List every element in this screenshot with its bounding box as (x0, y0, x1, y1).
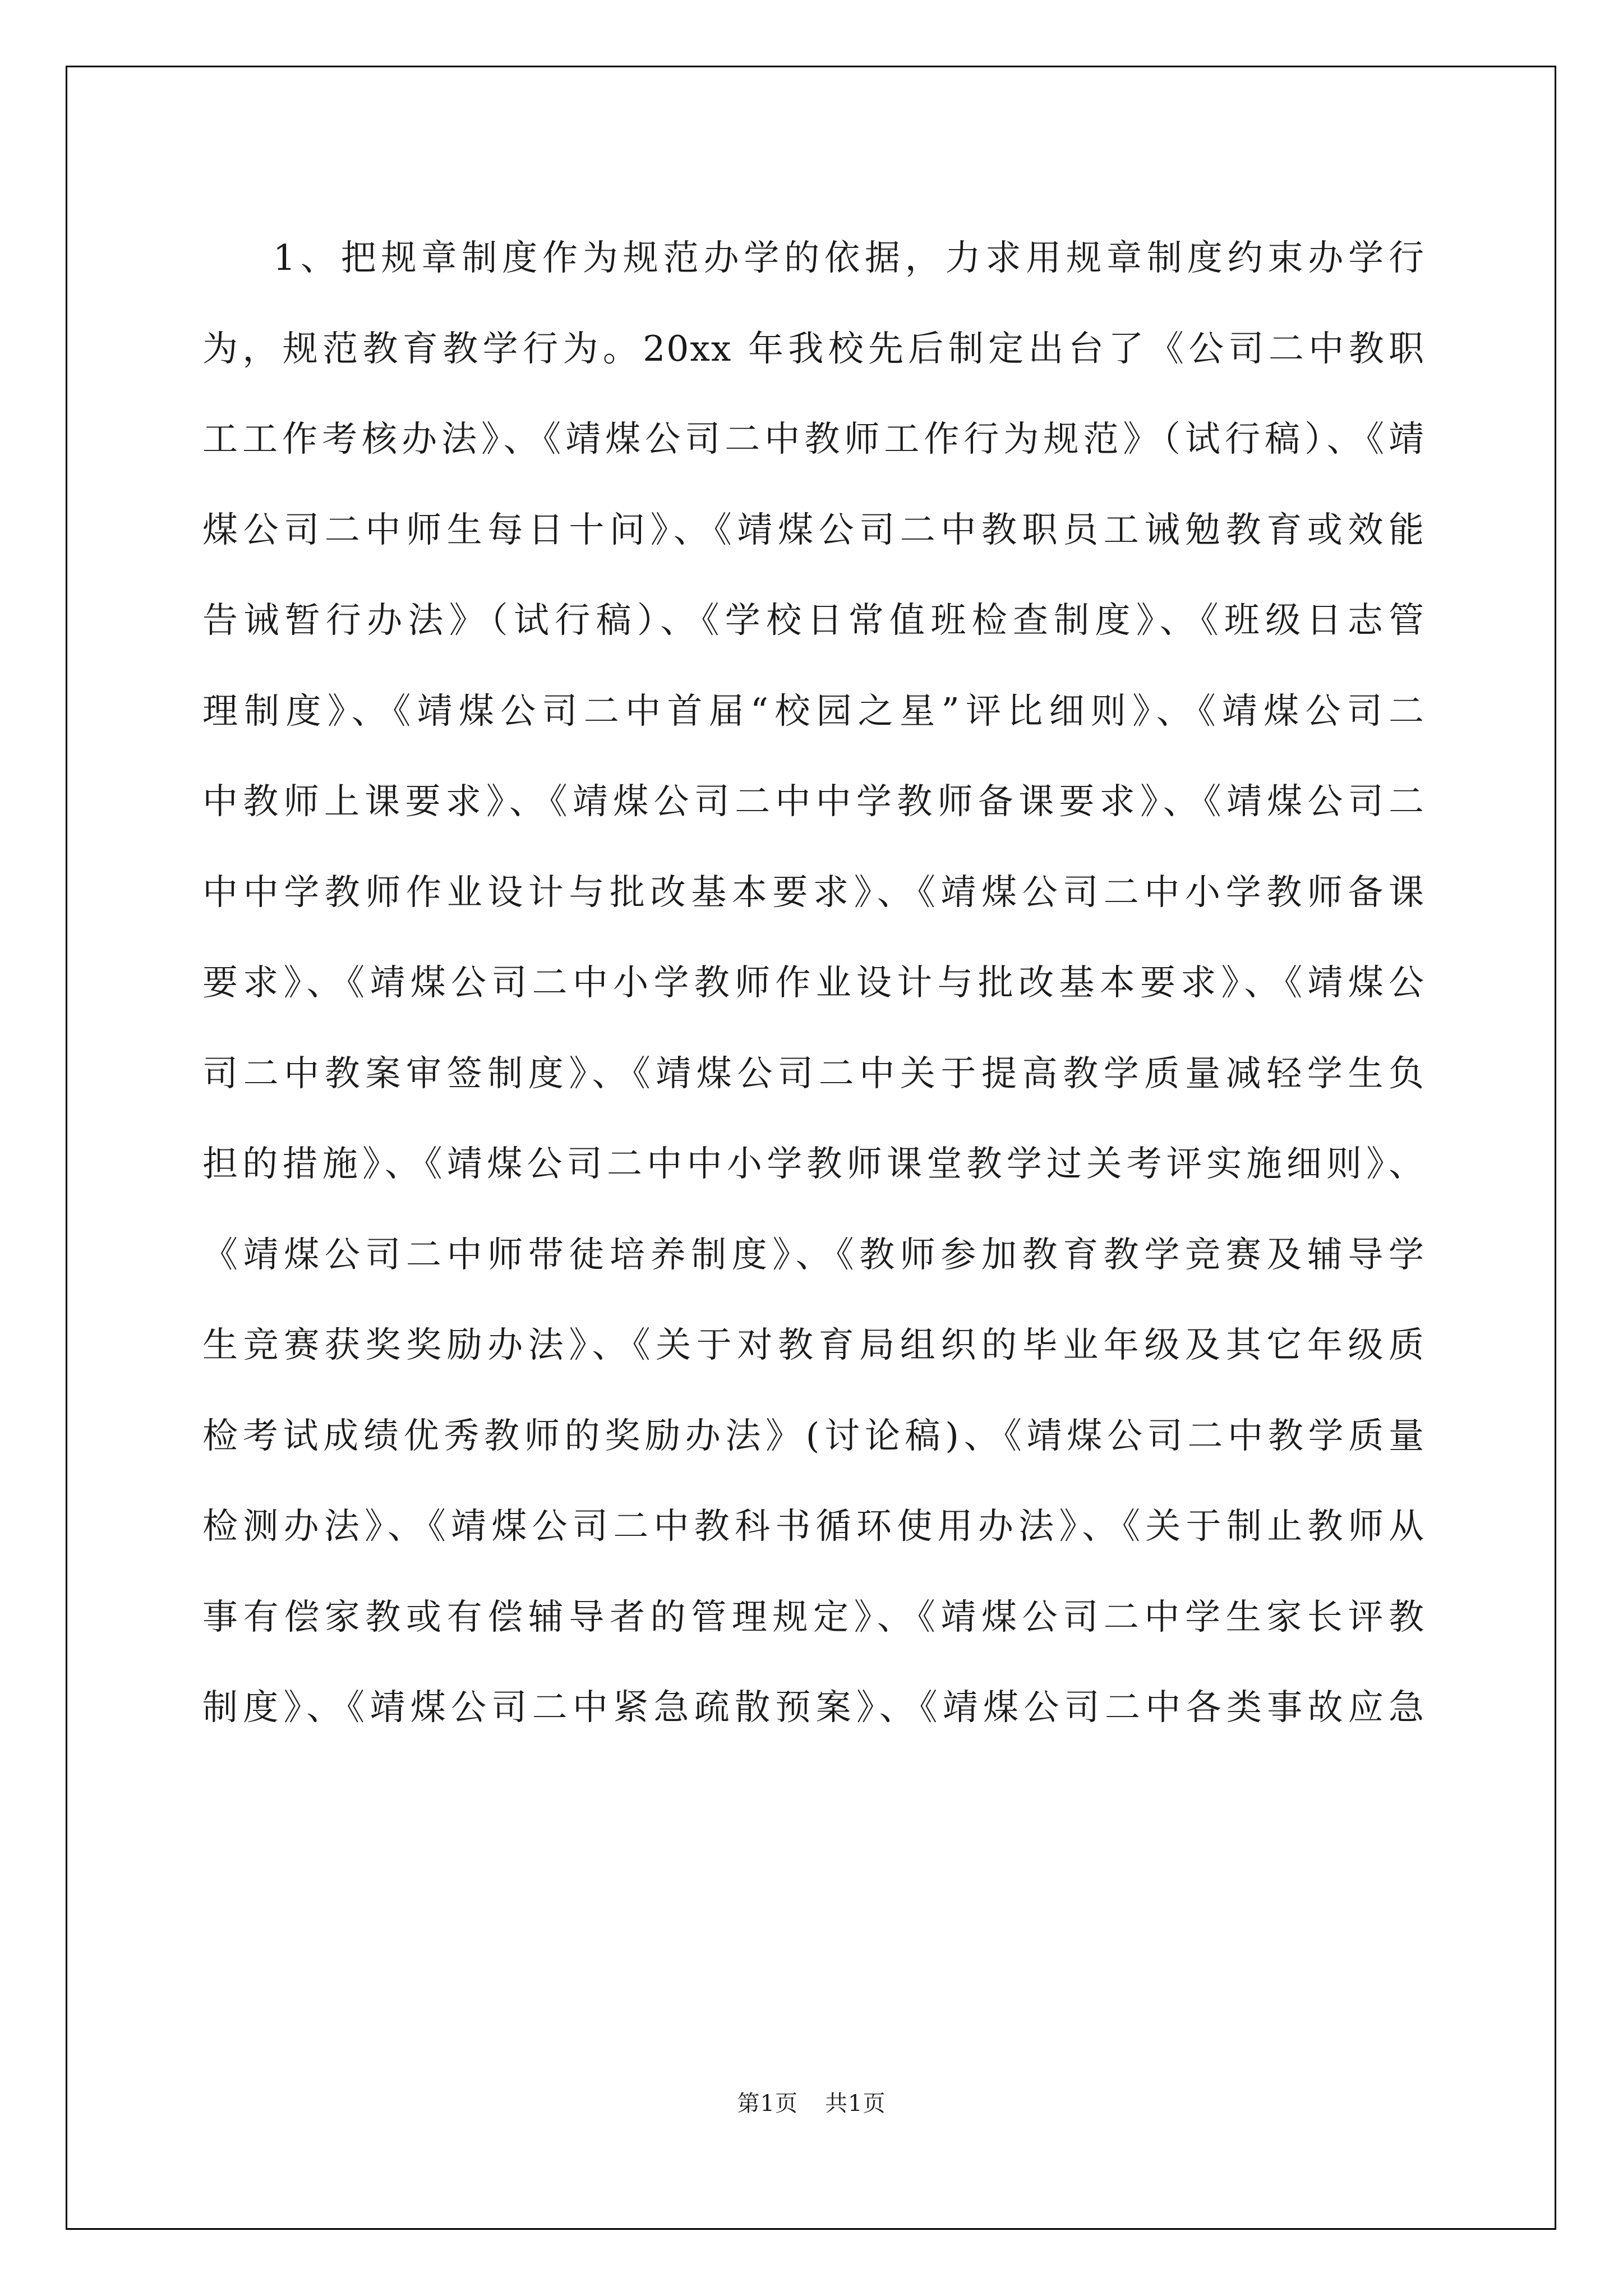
text-line: 煤公司二中师生每日十问》、《靖煤公司二中教职员工诫勉教育或效能 (202, 509, 1425, 550)
page-total: 共1页 (825, 2091, 886, 2116)
text-line: 告诫暂行办法》（试行稿）、《学校日常值班检查制度》、《班级日志管 (202, 600, 1425, 641)
page-footer (0, 2086, 1623, 2118)
text-line: 《靖煤公司二中师带徒培养制度》、《教师参加教育教学竞赛及辅导学 (202, 1234, 1425, 1275)
text-line: 检考试成绩优秀教师的奖励办法》(讨论稿)、《靖煤公司二中教学质量 (202, 1415, 1425, 1456)
text-line: 担的措施》、《靖煤公司二中中小学教师课堂教学过关考评实施细则》、 (202, 1143, 1425, 1184)
text-line: 理制度》、《靖煤公司二中首届“校园之星”评比细则》、《靖煤公司二 (202, 690, 1425, 731)
text-line: 为，规范教育教学行为。20xx 年我校先后制定出台了《公司二中教职 (202, 328, 1425, 369)
document-body (202, 213, 1425, 1753)
text-line: 制度》、《靖煤公司二中紧急疏散预案》、《靖煤公司二中各类事故应急 (202, 1687, 1425, 1728)
text-line: 检测办法》、《靖煤公司二中教科书循环使用办法》、《关于制止教师从 (202, 1506, 1425, 1547)
text-line: 1、把规章制度作为规范办学的依据，力求用规章制度约束办学行 (273, 237, 1425, 278)
text-line: 事有偿家教或有偿辅导者的管理规定》、《靖煤公司二中学生家长评教 (202, 1596, 1425, 1637)
text-line: 生竞赛获奖奖励办法》、《关于对教育局组织的毕业年级及其它年级质 (202, 1324, 1425, 1365)
text-line: 工工作考核办法》、《靖煤公司二中教师工作行为规范》（试行稿）、《靖 (202, 418, 1425, 459)
text-line: 中中学教师作业设计与批改基本要求》、《靖煤公司二中小学教师备课 (202, 871, 1425, 913)
text-line: 要求》、《靖煤公司二中小学教师作业设计与批改基本要求》、《靖煤公 (202, 962, 1425, 1003)
text-line: 司二中教案审签制度》、《靖煤公司二中关于提高教学质量减轻学生负 (202, 1052, 1425, 1094)
page-number: 第1页 (737, 2091, 798, 2116)
text-line: 中教师上课要求》、《靖煤公司二中中学教师备课要求》、《靖煤公司二 (202, 781, 1425, 822)
